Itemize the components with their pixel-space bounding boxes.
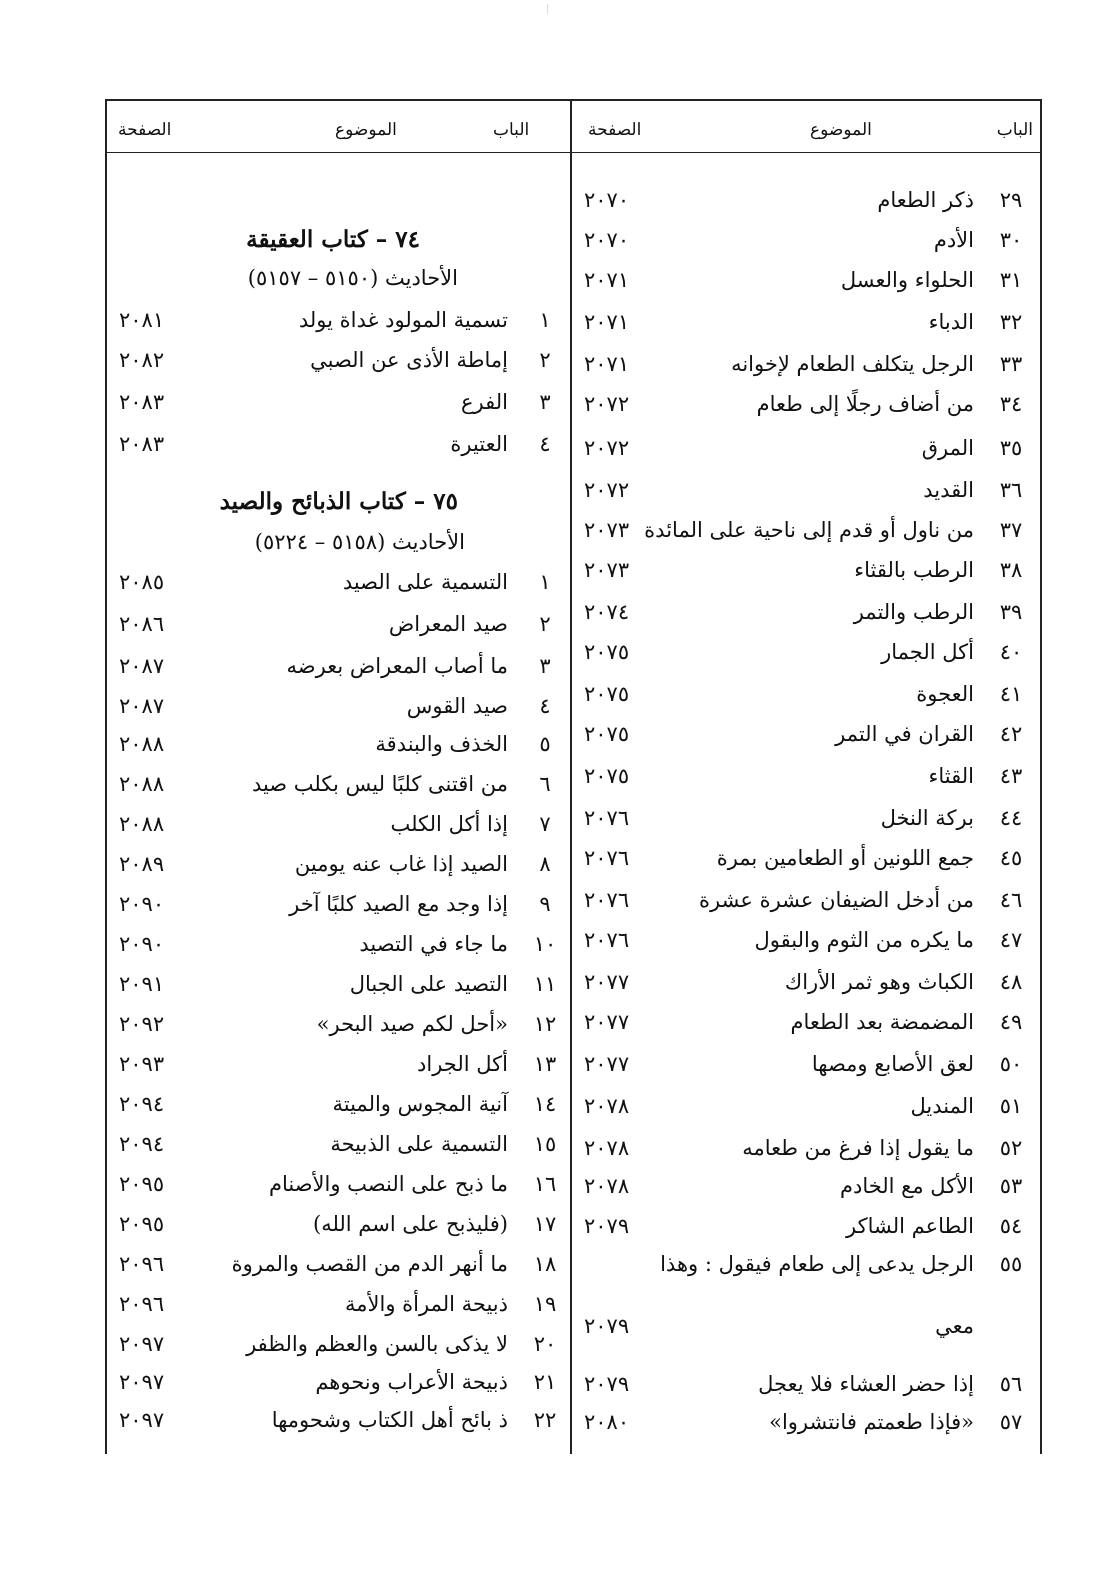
toc-row-book75	[105, 844, 570, 884]
entry-number: ٤٩	[999, 1010, 1023, 1034]
entry-number: ١	[539, 308, 551, 332]
entry-number: ٥٧	[999, 1410, 1023, 1434]
toc-row-right	[570, 798, 1040, 838]
entry-page: ٢٠٧٦	[584, 928, 630, 952]
toc-row-right	[570, 1402, 1040, 1442]
entry-number: ٧	[539, 812, 551, 836]
toc-row-book75	[105, 1284, 570, 1324]
entry-title: الطاعم الشاكر	[846, 1214, 974, 1238]
entry-number: ١٢	[533, 1012, 557, 1036]
entry-title: التصيد على الجبال	[349, 972, 508, 996]
toc-row-book75	[105, 964, 570, 1004]
entry-page: ٢٠٧٥	[584, 764, 630, 788]
entry-page: ٢٠٧٧	[584, 970, 630, 994]
entry-page: ٢٠٨١	[119, 308, 165, 332]
entry-title: الرجل يتكلف الطعام لإخوانه	[731, 352, 974, 376]
book74-hadith: الأحاديث (٥١٥٠ – ٥١٥٧)	[247, 266, 458, 290]
toc-row-right	[570, 510, 1040, 550]
entry-page: ٢٠٨٢	[119, 348, 165, 372]
entry-title: «فإذا طعمتم فانتشروا»	[769, 1410, 974, 1434]
entry-number: ١٨	[533, 1252, 557, 1276]
entry-number: ٣٨	[999, 558, 1023, 582]
entry-title: إذا حضر العشاء فلا يعجل	[758, 1372, 974, 1396]
entry-page: ٢٠٧٩	[584, 1214, 630, 1238]
entry-number: ٣٣	[999, 352, 1023, 376]
entry-title: من أضاف رجلًا إلى طعام	[756, 392, 974, 416]
entry-number: ٤٦	[999, 888, 1023, 912]
entry-number: ٢١	[533, 1370, 557, 1394]
entry-title: الخذف والبندقة	[375, 732, 508, 756]
entry-number: ١١	[533, 972, 557, 996]
entry-page: ٢٠٧٤	[584, 600, 630, 624]
toc-row-book75	[105, 1044, 570, 1084]
entry-number: ١٤	[533, 1092, 557, 1116]
entry-page: ٢٠٩٣	[119, 1052, 165, 1076]
entry-title: ما يكره من الثوم والبقول	[754, 928, 974, 952]
entry-page: ٢٠٧٧	[584, 1052, 630, 1076]
entry-page: ٢٠٩٥	[119, 1212, 165, 1236]
entry-number: ٩	[539, 892, 551, 916]
entry-title: إماطة الأذى عن الصبي	[310, 348, 508, 372]
toc-row-book75	[105, 1124, 570, 1164]
entry-title: لا يذكى بالسن والعظم والظفر	[246, 1332, 508, 1356]
entry-page: ٢٠٧٧	[584, 1010, 630, 1034]
entry-title: التسمية على الصيد	[342, 570, 508, 594]
entry-title: العتيرة	[450, 432, 508, 456]
entry-page: ٢٠٩٦	[119, 1252, 165, 1276]
entry-title: ذبيحة المرأة والأمة	[345, 1292, 508, 1316]
entry-page: ٢٠٧٠	[584, 188, 630, 212]
entry-title: الحلواء والعسل	[840, 268, 974, 292]
entry-page: ٢٠٨٧	[119, 654, 165, 678]
entry-title: الأكل مع الخادم	[839, 1174, 974, 1198]
toc-row-right	[570, 962, 1040, 1002]
toc-row-right	[570, 714, 1040, 754]
toc-row-book75	[105, 1244, 570, 1284]
entry-number: ٤٨	[999, 970, 1023, 994]
toc-row-right	[570, 1244, 1040, 1284]
entry-title: آنية المجوس والميتة	[332, 1092, 508, 1116]
header-safha-left: الصفحة	[118, 120, 172, 140]
entry-title: القران في التمر	[835, 722, 974, 746]
entry-title: ما أنهر الدم من القصب والمروة	[231, 1252, 508, 1276]
entry-number: ٤٠	[999, 640, 1023, 664]
entry-page: ٢٠٨٨	[119, 812, 165, 836]
toc-row-right	[570, 838, 1040, 878]
entry-title: العجوة	[916, 682, 974, 706]
entry-page: ٢٠٨٨	[119, 772, 165, 796]
entry-title: الدباء	[928, 310, 974, 334]
entry-number: ٦	[539, 772, 551, 796]
entry-page: ٢٠٩٧	[119, 1370, 165, 1394]
entry-number: ٤٤	[999, 806, 1023, 830]
entry-page: ٢٠٧١	[584, 352, 630, 376]
entry-title: ما ذبح على النصب والأصنام	[268, 1172, 508, 1196]
entry-number: ٣١	[999, 268, 1023, 292]
toc-row-right	[570, 880, 1040, 920]
entry-page: ٢٠٧٨	[584, 1174, 630, 1198]
entry-title: أكل الجمار	[881, 640, 974, 664]
toc-row-book75	[105, 686, 570, 726]
toc-row-right	[570, 1002, 1040, 1042]
entry-page: ٢٠٨٩	[119, 852, 165, 876]
toc-row-book75	[105, 646, 570, 686]
entry-title: المنديل	[910, 1094, 974, 1118]
entry-title: معي	[935, 1314, 974, 1338]
entry-number: ٥	[539, 732, 551, 756]
entry-number: ٢٠	[533, 1332, 557, 1356]
entry-number: ١٥	[533, 1132, 557, 1156]
toc-row-book75	[105, 724, 570, 764]
header-bab-left: الباب	[493, 120, 530, 140]
toc-row-right	[570, 428, 1040, 468]
entry-title: ما يقول إذا فرغ من طعامه	[742, 1136, 974, 1160]
entry-number: ٤	[539, 694, 551, 718]
toc-row-book75	[105, 1324, 570, 1364]
entry-page: ٢٠٩٢	[119, 1012, 165, 1036]
entry-page: ٢٠٧٥	[584, 682, 630, 706]
toc-row-book75	[105, 804, 570, 844]
toc-row-right	[570, 180, 1040, 220]
entry-number: ٤٣	[999, 764, 1023, 788]
entry-title: جمع اللونين أو الطعامين بمرة	[716, 846, 974, 870]
toc-row-book75	[105, 1362, 570, 1402]
toc-row-right	[570, 632, 1040, 672]
entry-title: الأدم	[933, 228, 974, 252]
entry-title: التسمية على الذبيحة	[330, 1132, 508, 1156]
entry-page: ٢٠٩٤	[119, 1132, 165, 1156]
entry-title: «أحل لكم صيد البحر»	[316, 1012, 508, 1036]
toc-row-right	[570, 674, 1040, 714]
entry-page: ٢٠٩٧	[119, 1408, 165, 1432]
entry-page: ٢٠٧٢	[584, 436, 630, 460]
entry-title: من اقتنى كلبًا ليس بكلب صيد	[251, 772, 508, 796]
entry-page: ٢٠٧٥	[584, 722, 630, 746]
top-crop-mark	[547, 4, 548, 14]
toc-row-right	[570, 756, 1040, 796]
entry-number: ٨	[539, 852, 551, 876]
toc-row-right	[570, 302, 1040, 342]
toc-row-right	[570, 344, 1040, 384]
book74-title: ٧٤ – كتاب العقيقة	[246, 226, 420, 253]
entry-page: ٢٠٧٢	[584, 392, 630, 416]
entry-page: ٢٠٩٥	[119, 1172, 165, 1196]
entry-title: ما جاء في التصيد	[359, 932, 508, 956]
toc-row-right	[570, 384, 1040, 424]
entry-number: ٤٧	[999, 928, 1023, 952]
entry-page: ٢٠٩٧	[119, 1332, 165, 1356]
entry-page: ٢٠٧٦	[584, 806, 630, 830]
entry-title: الرجل يدعى إلى طعام فيقول : وهذا	[660, 1252, 974, 1276]
toc-row-book74	[105, 340, 570, 380]
entry-number: ٥٦	[999, 1372, 1023, 1396]
toc-row-right	[570, 1128, 1040, 1168]
entry-page: ٢٠٨٠	[584, 1410, 630, 1434]
entry-page: ٢٠٩١	[119, 972, 165, 996]
entry-number: ٢	[539, 348, 551, 372]
entry-number: ٣٩	[999, 600, 1023, 624]
entry-number: ١٠	[533, 932, 557, 956]
toc-row-right	[570, 470, 1040, 510]
toc-row-book74	[105, 382, 570, 422]
toc-row-right	[570, 1306, 1040, 1346]
entry-page: ٢٠٨٨	[119, 732, 165, 756]
entry-page: ٢٠٧٦	[584, 888, 630, 912]
entry-title: الكباث وهو ثمر الأراك	[784, 970, 974, 994]
entry-title: الفرع	[461, 390, 508, 414]
entry-number: ٣٠	[999, 228, 1023, 252]
entry-page: ٢٠٩٦	[119, 1292, 165, 1316]
entry-page: ٢٠٨٧	[119, 694, 165, 718]
toc-row-right	[570, 1044, 1040, 1084]
toc-row-book75	[105, 764, 570, 804]
entry-title: تسمية المولود غداة يولد	[298, 308, 508, 332]
entry-title: ما أصاب المعراض بعرضه	[286, 654, 508, 678]
toc-row-book75	[105, 1084, 570, 1124]
entry-title: الرطب والتمر	[853, 600, 974, 624]
header-mawdu-left: الموضوع	[335, 120, 397, 140]
entry-title: القديد	[923, 478, 974, 502]
entry-number: ٣	[539, 654, 551, 678]
entry-page: ٢٠٧١	[584, 310, 630, 334]
entry-number: ٥١	[999, 1094, 1023, 1118]
entry-number: ٢٢	[533, 1408, 557, 1432]
entry-number: ٣٢	[999, 310, 1023, 334]
entry-page: ٢٠٩٠	[119, 892, 165, 916]
entry-number: ٥٤	[999, 1214, 1023, 1238]
toc-row-right	[570, 1364, 1040, 1404]
entry-number: ٢	[539, 612, 551, 636]
entry-page: ٢٠٧٣	[584, 518, 630, 542]
entry-number: ١٦	[533, 1172, 557, 1196]
entry-page: ٢٠٧٠	[584, 228, 630, 252]
entry-number: ٥٣	[999, 1174, 1023, 1198]
toc-row-right	[570, 260, 1040, 300]
entry-number: ٣٦	[999, 478, 1023, 502]
entry-title: المضمضة بعد الطعام	[790, 1010, 974, 1034]
entry-page: ٢٠٨٣	[119, 390, 165, 414]
toc-row-right	[570, 592, 1040, 632]
entry-page: ٢٠٩٤	[119, 1092, 165, 1116]
entry-title: من ناول أو قدم إلى ناحية على المائدة	[644, 518, 974, 542]
header-bab-right: الباب	[996, 120, 1033, 140]
entry-title: الرطب بالقثاء	[854, 558, 974, 582]
entry-page: ٢٠٨٥	[119, 570, 165, 594]
entry-page: ٢٠٧٨	[584, 1136, 630, 1160]
entry-page: ٢٠٧٦	[584, 846, 630, 870]
toc-row-right	[570, 1166, 1040, 1206]
toc-row-book75	[105, 884, 570, 924]
entry-page: ٢٠٨٣	[119, 432, 165, 456]
entry-page: ٢٠٧٨	[584, 1094, 630, 1118]
entry-number: ٤٢	[999, 722, 1023, 746]
entry-title: بركة النخل	[880, 806, 974, 830]
entry-number: ٢٩	[999, 188, 1023, 212]
toc-row-book74	[105, 300, 570, 340]
toc-row-right	[570, 220, 1040, 260]
toc-row-book75	[105, 604, 570, 644]
entry-title: صيد المعراض	[388, 612, 508, 636]
entry-page: ٢٠٧١	[584, 268, 630, 292]
entry-page: ٢٠٧٥	[584, 640, 630, 664]
entry-title: صيد القوس	[406, 694, 508, 718]
toc-row-right	[570, 1086, 1040, 1126]
entry-title: من أدخل الضيفان عشرة عشرة	[699, 888, 974, 912]
entry-number: ٥٢	[999, 1136, 1023, 1160]
entry-page: ٢٠٧٩	[584, 1314, 630, 1338]
toc-row-book75	[105, 1400, 570, 1440]
header-safha-right: الصفحة	[588, 120, 642, 140]
book75-hadith: الأحاديث (٥١٥٨ – ٥٢٢٤)	[254, 530, 465, 554]
entry-title: لعق الأصابع ومصها	[811, 1052, 974, 1076]
toc-row-book75	[105, 1004, 570, 1044]
entry-number: ٣٥	[999, 436, 1023, 460]
entry-page: ٢٠٧٩	[584, 1372, 630, 1396]
entry-number: ١	[539, 570, 551, 594]
header-mawdu-right: الموضوع	[810, 120, 872, 140]
toc-row-book75	[105, 924, 570, 964]
toc-row-book74	[105, 424, 570, 464]
header-rule	[105, 152, 1042, 153]
toc-row-book75	[105, 562, 570, 602]
entry-page: ٢٠٨٦	[119, 612, 165, 636]
entry-title: القثاء	[928, 764, 974, 788]
toc-row-book75	[105, 1204, 570, 1244]
entry-number: ٤١	[999, 682, 1023, 706]
entry-number: ٤	[539, 432, 551, 456]
entry-title: ذ بائح أهل الكتاب وشحومها	[271, 1408, 508, 1432]
toc-row-right	[570, 920, 1040, 960]
entry-title: أكل الجراد	[417, 1052, 508, 1076]
entry-page: ٢٠٧٢	[584, 478, 630, 502]
entry-title: إذا أكل الكلب	[390, 812, 508, 836]
entry-title: ذبيحة الأعراب ونحوهم	[315, 1370, 508, 1394]
toc-row-right	[570, 550, 1040, 590]
entry-title: الصيد إذا غاب عنه يومين	[294, 852, 508, 876]
entry-number: ١٩	[533, 1292, 557, 1316]
entry-title: (فليذبح على اسم الله)	[313, 1212, 508, 1236]
entry-number: ٣	[539, 390, 551, 414]
toc-row-book75	[105, 1164, 570, 1204]
entry-page: ٢٠٩٠	[119, 932, 165, 956]
entry-number: ٣٤	[999, 392, 1023, 416]
entry-number: ١٣	[533, 1052, 557, 1076]
toc-row-right	[570, 1206, 1040, 1246]
entry-number: ٤٥	[999, 846, 1023, 870]
entry-number: ٥٥	[999, 1252, 1023, 1276]
entry-number: ٥٠	[999, 1052, 1023, 1076]
entry-number: ٣٧	[999, 518, 1023, 542]
entry-title: ذكر الطعام	[877, 188, 974, 212]
entry-title: المرق	[921, 436, 974, 460]
entry-title: إذا وجد مع الصيد كلبًا آخر	[289, 892, 508, 916]
entry-number: ١٧	[533, 1212, 557, 1236]
book75-title: ٧٥ – كتاب الذبائح والصيد	[219, 488, 458, 515]
entry-page: ٢٠٧٣	[584, 558, 630, 582]
